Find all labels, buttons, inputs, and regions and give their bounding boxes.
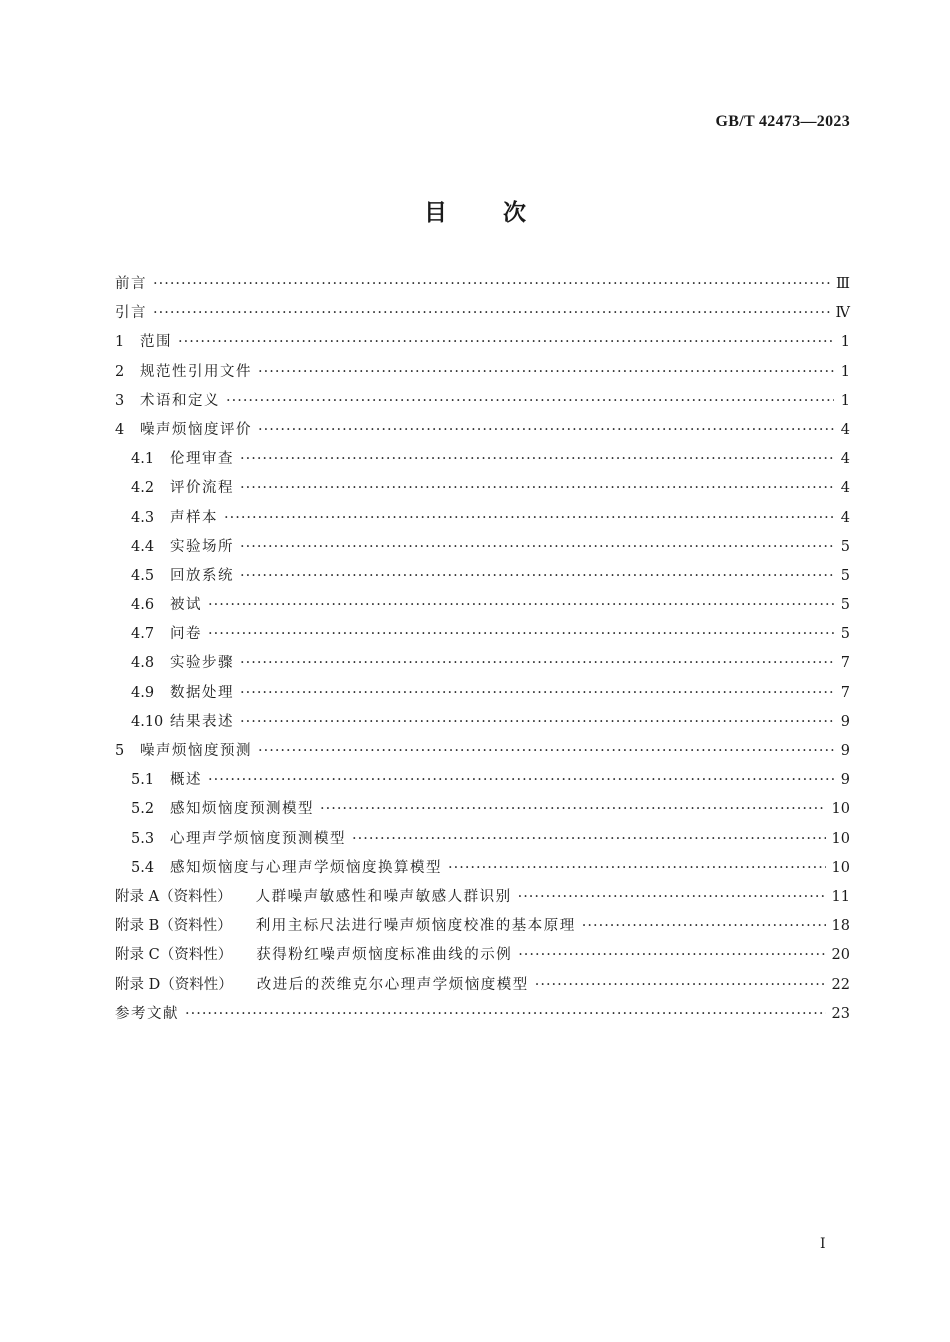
toc-leader-dots (240, 533, 834, 562)
toc-entry-page: 5 (840, 626, 850, 643)
toc-leader-dots (153, 270, 830, 299)
toc-entry-page: 7 (840, 655, 850, 672)
toc-entry[interactable] (115, 591, 850, 620)
toc-entry[interactable] (115, 533, 850, 562)
toc-entry-title: 数据处理 (170, 684, 234, 701)
toc-entry-number: 4.4 (131, 538, 155, 555)
toc-leader-dots (258, 358, 834, 387)
toc-entry-number: 4 (115, 421, 125, 438)
toc-leader-dots (352, 825, 826, 854)
toc-entry[interactable] (115, 358, 850, 387)
toc-entry[interactable] (115, 649, 850, 678)
toc-entry-page: 5 (840, 567, 850, 584)
toc-entry-number: 4.8 (131, 655, 155, 672)
page-title (0, 194, 950, 227)
toc-entry-title: 回放系统 (170, 567, 234, 584)
toc-entry-number: 5.4 (131, 859, 155, 876)
toc-entry-page: 5 (840, 538, 850, 555)
toc-leader-dots (153, 299, 830, 328)
toc-entry[interactable] (115, 328, 850, 357)
toc-entry-number: 附录 D（资料性） (115, 976, 233, 993)
toc-entry-title: 感知烦恼度与心理声学烦恼度换算模型 (170, 859, 442, 876)
toc-entry-page: 1 (840, 334, 850, 351)
toc-entry-page: 9 (840, 772, 850, 789)
toc-entry[interactable] (115, 854, 850, 883)
toc-entry-number: 5.3 (131, 830, 155, 847)
standard-code: GB/T 42473—2023 (715, 113, 850, 130)
table-of-contents (115, 270, 850, 1029)
toc-entry-number: 5 (115, 743, 125, 759)
toc-entry-title: 人群噪声敏感性和噪声敏感人群识别 (255, 888, 512, 905)
page-number: Ⅰ (820, 1236, 826, 1252)
toc-entry-number: 4.6 (131, 597, 155, 614)
toc-leader-dots (185, 1000, 826, 1029)
toc-entry-number: 3 (115, 392, 125, 409)
toc-entry-number: 附录 A（资料性） (115, 888, 232, 905)
toc-entry-page: 1 (840, 392, 850, 409)
toc-entry-number: 2 (115, 363, 125, 380)
toc-entry-page: 18 (831, 918, 850, 935)
toc-entry-page: 11 (831, 888, 850, 905)
toc-entry-title: 引言 (115, 305, 147, 322)
toc-entry-title: 伦理审查 (170, 451, 234, 468)
toc-entry[interactable] (115, 883, 850, 912)
toc-entry-title: 规范性引用文件 (140, 363, 252, 380)
toc-entry-page: 22 (831, 976, 850, 993)
toc-entry-number: 5.2 (131, 801, 155, 818)
toc-entry[interactable] (115, 766, 850, 795)
toc-entry[interactable] (115, 679, 850, 708)
toc-entry-page: 9 (840, 713, 850, 730)
toc-leader-dots (208, 591, 834, 620)
toc-entry-number: 4.3 (131, 509, 155, 526)
toc-entry-title: 实验场所 (170, 538, 234, 555)
toc-entry[interactable] (115, 504, 850, 533)
toc-entry-title: 心理声学烦恼度预测模型 (170, 830, 346, 847)
toc-entry-page: 10 (831, 859, 850, 876)
toc-entry[interactable] (115, 387, 850, 416)
toc-entry-number: 4.1 (131, 451, 155, 468)
toc-entry-page: 1 (840, 363, 850, 380)
toc-entry-title: 改进后的茨维克尔心理声学烦恼度模型 (256, 976, 529, 993)
toc-leader-dots (240, 679, 834, 708)
toc-leader-dots (240, 474, 834, 503)
toc-entry-title: 感知烦恼度预测模型 (170, 801, 314, 818)
toc-entry[interactable] (115, 445, 850, 474)
toc-entry-number: 4.7 (131, 626, 155, 643)
toc-entry[interactable] (115, 737, 850, 766)
toc-leader-dots (208, 620, 834, 649)
toc-entry-number: 4.2 (131, 480, 155, 497)
toc-leader-dots (240, 708, 834, 737)
toc-leader-dots (320, 795, 826, 824)
toc-entry-title: 实验步骤 (170, 655, 234, 672)
toc-entry[interactable] (115, 620, 850, 649)
toc-entry-title: 术语和定义 (140, 392, 220, 409)
toc-entry-title: 噪声烦恼度预测 (140, 743, 252, 759)
toc-leader-dots (582, 912, 826, 941)
toc-leader-dots (240, 649, 834, 678)
page-title-part1: 目 (424, 200, 447, 226)
toc-entry-page: 10 (831, 801, 850, 818)
toc-entry-number: 1 (115, 334, 125, 351)
toc-entry-page: 5 (840, 597, 850, 614)
toc-entry-title: 结果表述 (170, 713, 234, 730)
toc-entry-title: 声样本 (170, 509, 218, 526)
toc-leader-dots (518, 941, 825, 970)
toc-entry[interactable] (115, 941, 850, 970)
toc-entry[interactable] (115, 299, 850, 328)
toc-entry-title: 前言 (115, 276, 147, 292)
toc-entry-number: 附录 B（资料性） (115, 918, 232, 935)
toc-entry-title: 噪声烦恼度评价 (140, 421, 252, 438)
toc-leader-dots (226, 387, 834, 416)
toc-entry-page: 4 (840, 509, 850, 526)
toc-entry-page: 20 (831, 947, 850, 964)
toc-entry-page: Ⅳ (835, 305, 850, 322)
toc-entry[interactable] (115, 474, 850, 503)
toc-leader-dots (240, 445, 834, 474)
toc-leader-dots (240, 562, 834, 591)
toc-entry[interactable] (115, 1000, 850, 1029)
toc-entry-title: 利用主标尺法进行噪声烦恼度校准的基本原理 (255, 918, 576, 935)
toc-leader-dots (535, 971, 826, 1000)
toc-entry[interactable] (115, 825, 850, 854)
toc-entry[interactable] (115, 270, 850, 299)
toc-leader-dots (518, 883, 826, 912)
toc-entry-number: 5.1 (131, 772, 155, 789)
toc-entry-title: 参考文献 (115, 1005, 179, 1022)
toc-entry-page: Ⅲ (836, 276, 850, 292)
toc-leader-dots (258, 416, 834, 445)
toc-entry-title: 范围 (140, 334, 172, 351)
toc-entry-title: 概述 (170, 772, 202, 789)
toc-entry-page: 4 (840, 451, 850, 468)
toc-entry-page: 23 (831, 1005, 850, 1022)
toc-entry-title: 获得粉红噪声烦恼度标准曲线的示例 (256, 947, 513, 964)
toc-entry[interactable] (115, 562, 850, 591)
toc-entry-page: 7 (840, 684, 850, 701)
toc-entry[interactable] (115, 912, 850, 941)
toc-entry-title: 评价流程 (170, 480, 234, 497)
toc-entry-page: 10 (831, 830, 850, 847)
toc-entry-number: 4.10 (131, 713, 164, 730)
page-title-part2: 次 (503, 200, 526, 226)
toc-entry-page: 4 (840, 421, 850, 438)
toc-leader-dots (258, 737, 834, 766)
toc-entry-number: 4.9 (131, 684, 155, 701)
toc-entry-number: 4.5 (131, 567, 155, 584)
toc-leader-dots (208, 766, 834, 795)
toc-entry-page: 4 (840, 480, 850, 497)
toc-leader-dots (224, 504, 834, 533)
toc-entry-number: 附录 C（资料性） (115, 947, 233, 964)
toc-entry-title: 被试 (170, 597, 202, 614)
toc-entry-page: 9 (840, 743, 850, 759)
toc-leader-dots (178, 328, 834, 357)
toc-entry[interactable] (115, 416, 850, 445)
toc-entry-title: 问卷 (170, 626, 202, 643)
toc-entry[interactable] (115, 708, 850, 737)
toc-entry[interactable] (115, 795, 850, 824)
toc-leader-dots (448, 854, 826, 883)
toc-entry[interactable] (115, 971, 850, 1000)
